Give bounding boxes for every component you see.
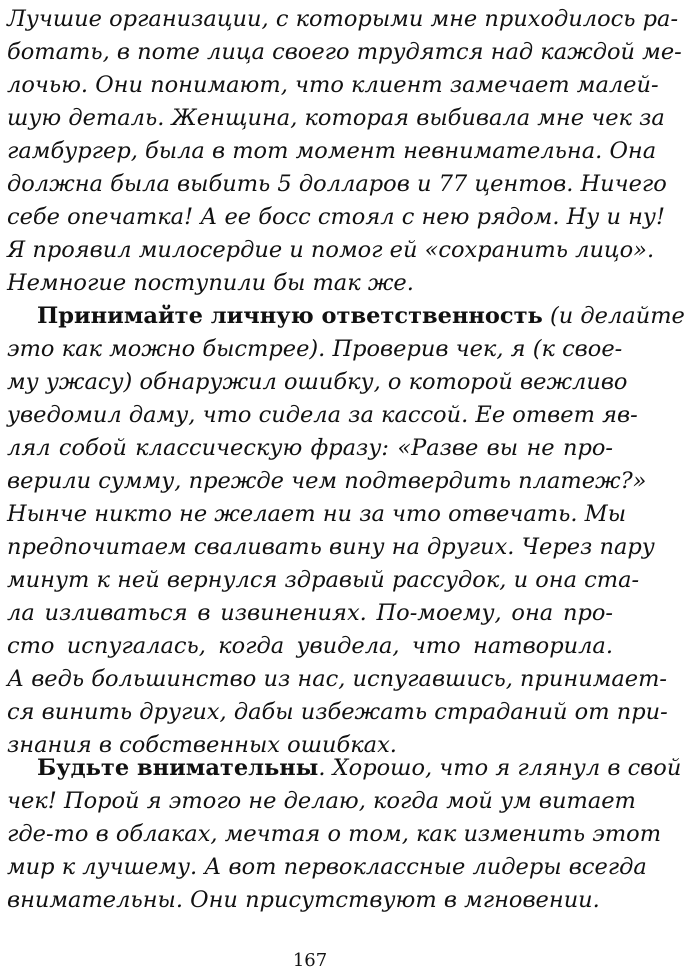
- page-number: 167: [292, 950, 328, 971]
- text-line: где-то в облаках, мечтая о том, как изменить этот: [7, 821, 662, 847]
- text-line: чек! Порой я этого не делаю, когда мой ум витает: [7, 788, 636, 814]
- text-line: должна была выбить 5 долларов и 77 центов. Ничего: [7, 171, 667, 197]
- paragraph-1: [7, 3, 682, 300]
- text-line: гамбургер, была в тот момент невнимательна. Она: [7, 138, 657, 164]
- text-line: Принимайте личную ответственность (и делайте: [37, 303, 685, 329]
- text-line: знания в собственных ошибках.: [7, 732, 397, 758]
- text-line: Лучшие организации, с которыми мне приходилось ра-: [7, 6, 679, 32]
- text-line: мир к лучшему. А вот первоклассные лидеры всегда: [7, 854, 647, 880]
- text-line: уведомил даму, что сидела за кассой. Ее ответ яв-: [7, 402, 638, 428]
- text-line: му ужасу) обнаружил ошибку, о которой вежливо: [7, 369, 628, 395]
- text-line: шую деталь. Женщина, которая выбивала мне чек за: [7, 105, 665, 131]
- paragraph-2: [7, 300, 685, 762]
- text-line: верили сумму, прежде чем подтвердить платеж?»: [7, 468, 647, 494]
- text-line: Я проявил милосердие и помог ей «сохранить лицо».: [7, 237, 655, 263]
- paragraph-heading: Принимайте личную ответственность: [37, 303, 543, 329]
- text-line: сто испугалась, когда увидела, что натворила.: [7, 633, 613, 659]
- text-line: минут к ней вернулся здравый рассудок, и она ста-: [7, 567, 640, 593]
- paragraph-heading: Будьте внимательны: [37, 755, 319, 781]
- text-line: Будьте внимательны. Хорошо, что я глянул в свой: [37, 755, 682, 781]
- text-line: лял собой классическую фразу: «Разве вы не про-: [7, 435, 613, 461]
- text-line: это как можно быстрее). Проверив чек, я (к свое-: [7, 336, 623, 362]
- text-line: внимательны. Они присутствуют в мгновении.: [7, 887, 600, 913]
- text-line: Нынче никто не желает ни за что отвечать. Мы: [7, 501, 627, 527]
- text-line: А ведь большинство из нас, испугавшись, принимает-: [7, 666, 668, 692]
- text-line: ся винить других, дабы избежать страданий от при-: [7, 699, 668, 725]
- text-line: лочью. Они понимают, что клиент замечает малей-: [7, 72, 659, 98]
- text-line: Немногие поступили бы так же.: [7, 270, 414, 296]
- paragraph-3: [7, 752, 682, 917]
- text-line: себе опечатка! А ее босс стоял с нею рядом. Ну и ну!: [7, 204, 666, 230]
- text-line: ла изливаться в извинениях. По-моему, она про-: [7, 600, 613, 626]
- text-line: ботать, в поте лица своего трудятся над каждой ме-: [7, 39, 682, 65]
- text-line: предпочитаем сваливать вину на других. Через пару: [7, 534, 655, 560]
